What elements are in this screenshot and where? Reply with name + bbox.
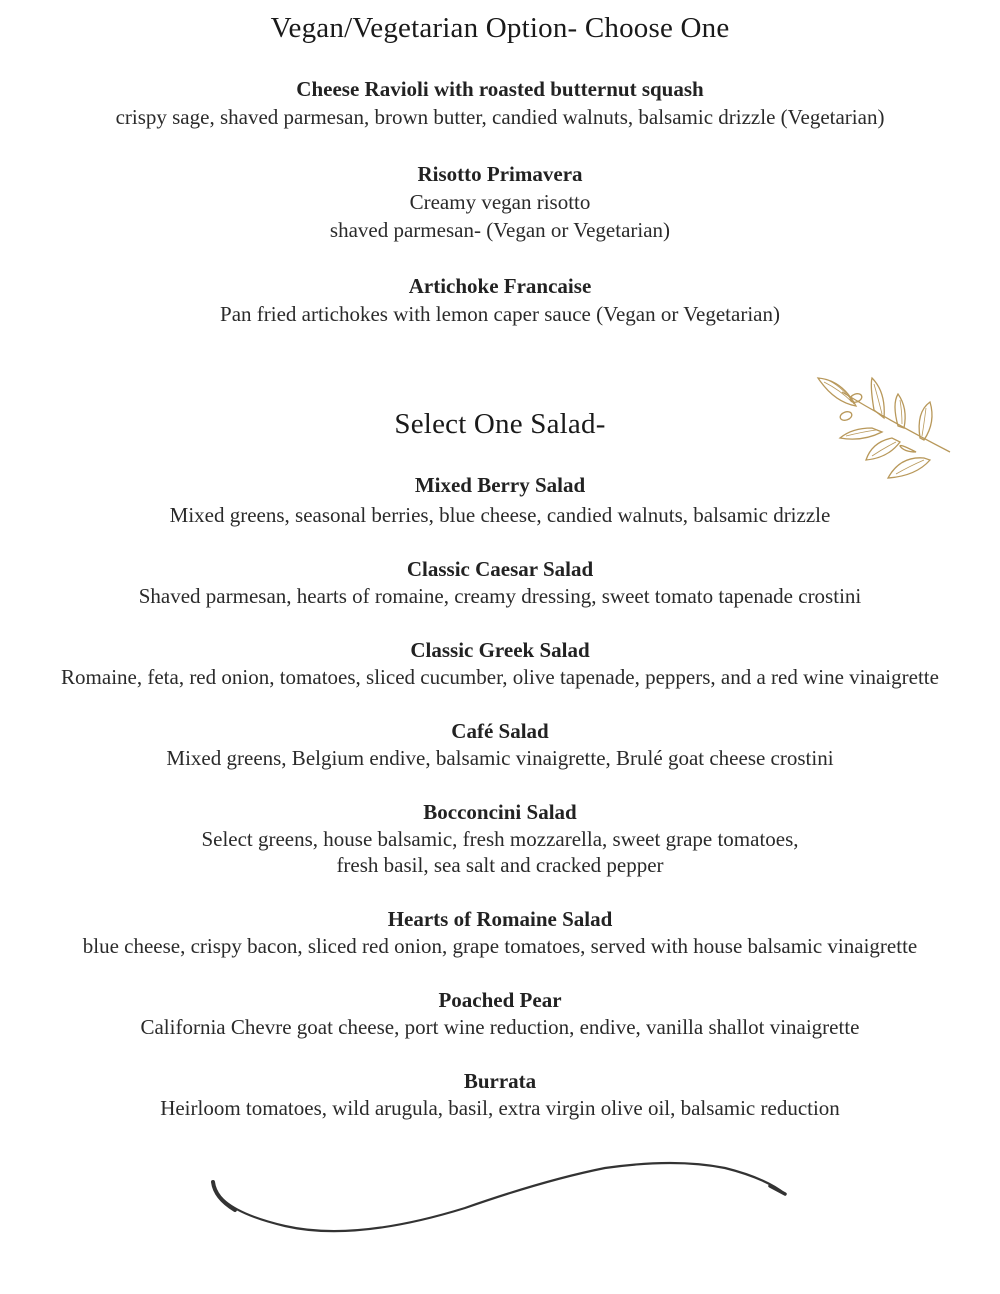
salad-section-heading: Select One Salad- — [394, 408, 606, 440]
menu-item-description: blue cheese, crispy bacon, sliced red onion, grape tomatoes, served with house balsamic vinaigrette — [82, 934, 918, 958]
vegan-section-heading: Vegan/Vegetarian Option- Choose One — [270, 12, 730, 44]
menu-item-title: Hearts of Romaine Salad — [387, 907, 613, 931]
menu-item-title: Artichoke Francaise — [408, 274, 592, 298]
menu-item-description: Pan fried artichokes with lemon caper sauce (Vegan or Vegetarian) — [220, 302, 780, 326]
menu-item-title: Burrata — [463, 1069, 537, 1093]
menu-item-title: Risotto Primavera — [417, 162, 583, 186]
menu-item-title: Classic Greek Salad — [410, 638, 590, 662]
flourish-divider-icon — [205, 1150, 795, 1235]
menu-item-title: Bocconcini Salad — [423, 800, 577, 824]
menu-item-description: Romaine, feta, red onion, tomatoes, sliced cucumber, olive tapenade, peppers, and a red wine vinaigrette — [61, 665, 939, 689]
menu-item-description: Shaved parmesan, hearts of romaine, creamy dressing, sweet tomato tapenade crostini — [138, 584, 862, 608]
menu-item-title: Mixed Berry Salad — [414, 473, 586, 497]
menu-item-description: crispy sage, shaved parmesan, brown butter, candied walnuts, balsamic drizzle (Vegetarian) — [115, 105, 885, 129]
menu-item-description: Mixed greens, Belgium endive, balsamic vinaigrette, Brulé goat cheese crostini — [166, 746, 834, 770]
menu-item-description: Creamy vegan risotto — [409, 190, 591, 214]
menu-item-description: California Chevre goat cheese, port wine reduction, endive, vanilla shallot vinaigrette — [140, 1015, 860, 1039]
menu-item-description: Select greens, house balsamic, fresh mozzarella, sweet grape tomatoes, — [201, 827, 799, 851]
menu-item-description: Mixed greens, seasonal berries, blue cheese, candied walnuts, balsamic drizzle — [169, 503, 831, 527]
menu-item-title: Cheese Ravioli with roasted butternut squash — [296, 77, 704, 101]
menu-item-title: Café Salad — [451, 719, 549, 743]
menu-item-description: shaved parmesan- (Vegan or Vegetarian) — [329, 218, 671, 242]
menu-item-title: Classic Caesar Salad — [406, 557, 594, 581]
menu-item-description: fresh basil, sea salt and cracked pepper — [336, 853, 664, 877]
menu-item-title: Poached Pear — [438, 988, 562, 1012]
menu-item-description: Heirloom tomatoes, wild arugula, basil, extra virgin olive oil, balsamic reduction — [160, 1096, 840, 1120]
